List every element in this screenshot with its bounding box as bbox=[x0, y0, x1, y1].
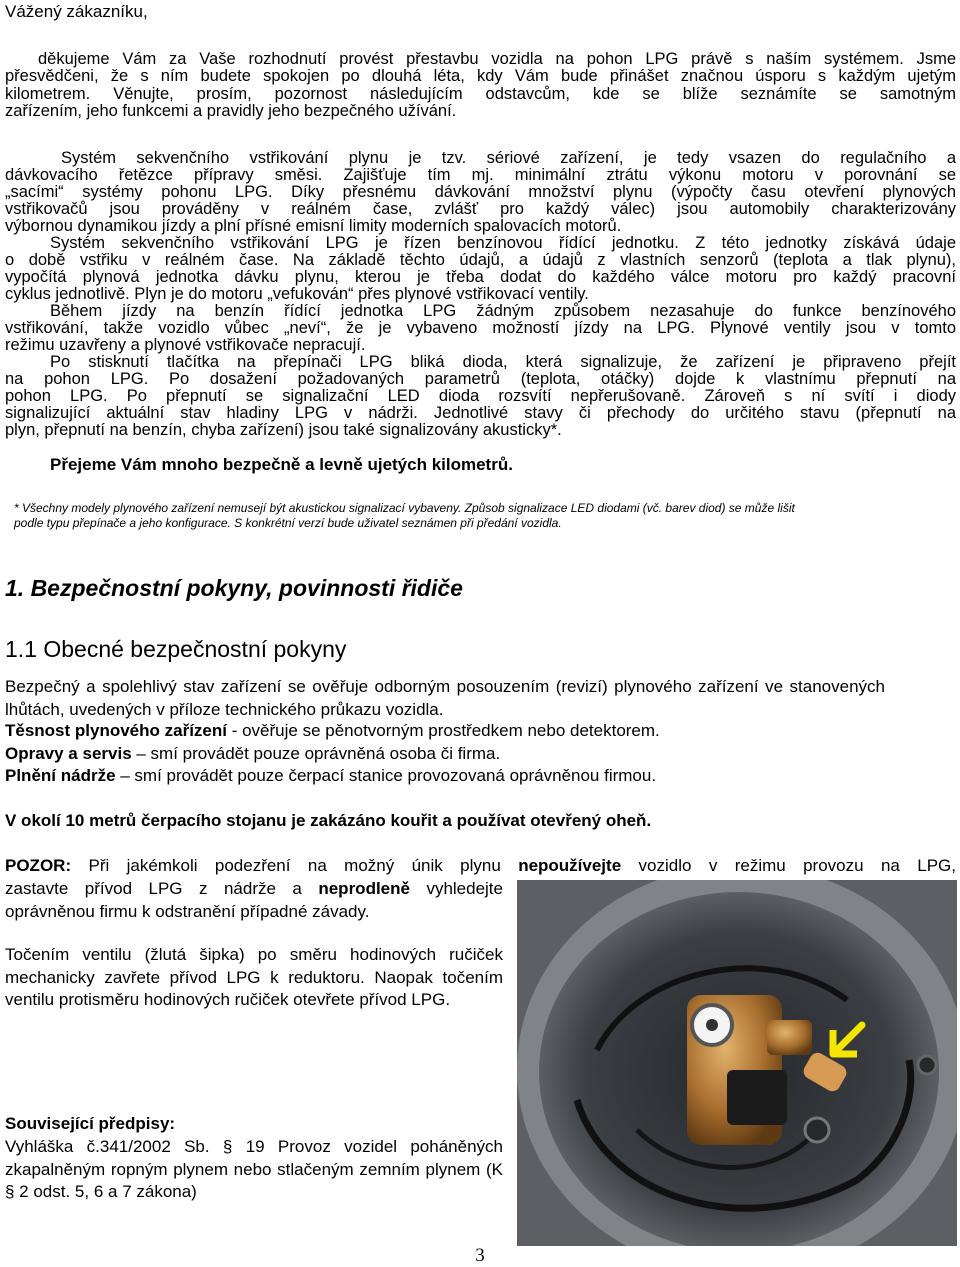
system-line: režimu uzavřeny a plynové vstřikovače nepracují. bbox=[5, 336, 366, 354]
warning-text: vyhledejte bbox=[409, 879, 503, 898]
warning-bold: neprodleně bbox=[318, 879, 410, 898]
warning-line bbox=[5, 878, 503, 901]
section-heading: 1. Bezpečnostní pokyny, povinnosti řidiče bbox=[5, 575, 463, 601]
intro-line: kilometrem. Věnujte, prosím, pozornost následujícím odstavcům, kde se blíže seznámíte se samotným bbox=[5, 85, 956, 103]
filling-line bbox=[5, 765, 656, 788]
system-line: dávkovacího řetězce přípravy směsi. Zajišťuje tím mj. minimální ztrátu výkonu motoru v porovnání se bbox=[5, 166, 956, 184]
warning-label: POZOR: bbox=[5, 856, 72, 875]
smoking-warning: V okolí 10 metrů čerpacího stojanu je zakázáno kouřit a používat otevřený oheň. bbox=[5, 811, 652, 830]
repairs-label: Opravy a servis bbox=[5, 744, 132, 763]
wish-text: Přejeme Vám mnoho bezpečně a levně ujetých kilometrů. bbox=[50, 455, 513, 474]
regulations-text: Vyhláška č.341/2002 Sb. § 19 Provoz vozidel poháněných zkapalněným ropným plynem nebo stlačeným zemním plynem (K § 2 odst. 5, 6 a 7 zákona) bbox=[5, 1137, 503, 1201]
footnote-line: podle typu přepínače a jeho konfigurace. S konkrétní verzí bude uživatel seznámen při předání vozidla. bbox=[14, 516, 562, 530]
footnote-line: * Všechny modely plynového zařízení nemusejí být akustickou signalizací vybaveny. Způsob signalizace LED diodami (vč. barev diod) se může lišit bbox=[14, 501, 795, 515]
filling-text: – smí provádět pouze čerpací stanice provozovaná oprávněnou firmou. bbox=[115, 766, 657, 785]
system-line: na pohon LPG. Po dosažení požadovaných parametrů (teplota, otáčky) dojde k vlastnímu přepnutí na bbox=[5, 370, 956, 388]
lpg-valve-illustration bbox=[517, 880, 957, 1246]
lpg-valve-photo bbox=[517, 880, 957, 1246]
system-line: Po stisknutí tlačítka na přepínači LPG bliká dioda, která signalizuje, že zařízení je připraveno přejít bbox=[50, 353, 956, 371]
system-line: vstřikování, takže vozidlo vůbec „neví“, že je vybaveno možností jízdy na LPG. Plynové ventily jsou v tomto bbox=[5, 319, 956, 337]
greeting: Vážený zákazníku, bbox=[5, 2, 148, 21]
system-line: Systém sekvenčního vstřikování LPG je řízen benzínovou řídící jednotku. Z této jednotky získává údaje bbox=[50, 234, 956, 252]
system-line: „sacími“ systémy pohonu LPG. Díky přesnému dávkování množství plynu (výpočty času otevření plynových bbox=[5, 183, 956, 201]
warning-text: zastavte přívod LPG z nádrže a bbox=[5, 879, 319, 898]
safety-paragraph: Bezpečný a spolehlivý stav zařízení se ověřuje odborným posouzením (revizí) plynového zařízení ve stanovených lhůtách, uvedených v příloze technického průkazu vozidla. bbox=[5, 677, 885, 719]
system-line: signalizující aktuální stav hladiny LPG v nádrži. Jednotlivé stavy či přechody do určitého stavu (přepnutí na bbox=[5, 404, 956, 422]
valve-instructions: Točením ventilu (žlutá šipka) po směru hodinových ručiček mechanicky zavřete přívod LPG k reduktoru. Naopak točením ventilu protisměru hodinových ručiček otevřete přívod LPG. bbox=[5, 945, 503, 1009]
system-line: Během jízdy na benzín řídící jednotka LPG žádným způsobem nezasahuje do funkce benzínového bbox=[50, 302, 956, 320]
page-number: 3 bbox=[475, 1245, 485, 1266]
subsection-heading: 1.1 Obecné bezpečnostní pokyny bbox=[5, 636, 347, 662]
warning-line: oprávněnou firmu k odstranění případné závady. bbox=[5, 902, 370, 921]
intro-line: přesvědčeni, že s ním budete spokojen po dlouhá léta, kdy Vám bude přinášet značnou úsporu s každým ujetým bbox=[5, 67, 956, 85]
warning-line bbox=[5, 855, 956, 878]
system-line: o době vstřiku v reálném čase. Na základě těchto údajů, a údajů z vlastních senzorů (teplota a tlak plynu), bbox=[5, 251, 956, 269]
warning-text: vozidlo v režimu provozu na LPG, bbox=[621, 856, 956, 875]
system-line: výbornou dynamikou jízdy a plní přísné emisní limity moderních spalovacích motorů. bbox=[5, 217, 622, 235]
system-line: vypočítá plynová jednotka dávku plynu, kterou je třeba dodat do každého válce motoru pro každý pracovní bbox=[5, 268, 956, 286]
filling-label: Plnění nádrže bbox=[5, 766, 116, 785]
system-line: vstřikovačů jsou prováděny v reálném čase, zvlášť pro každý válec) jsou automobily charakterizovány bbox=[5, 200, 956, 218]
repairs-text: – smí provádět pouze oprávněná osoba či firma. bbox=[131, 744, 501, 763]
tightness-label: Těsnost plynového zařízení bbox=[5, 721, 227, 740]
regulations-title: Související předpisy: bbox=[5, 1114, 176, 1133]
warning-bold: nepoužívejte bbox=[518, 856, 622, 875]
system-line: plyn, přepnutí na benzín, chyba zařízení) jsou také signalizovány akusticky*. bbox=[5, 421, 562, 439]
intro-line: děkujeme Vám za Vaše rozhodnutí provést přestavbu vozidla na pohon LPG právě s naším systémem. Jsme bbox=[38, 50, 956, 68]
system-line: pohon LPG. Po přepnutí se signalizační LED dioda rozsvítí nepřerušovaně. Zároveň s ní svítí i diody bbox=[5, 387, 956, 405]
system-line: Systém sekvenčního vstřikování plynu je tzv. sériové zařízení, je tedy vsazen do regulačního a bbox=[61, 149, 956, 167]
tightness-line bbox=[5, 720, 660, 743]
intro-line: zařízením, jeho funkcemi a pravidly jeho bezpečného užívání. bbox=[5, 102, 457, 120]
tightness-text: - ověřuje se pěnotvorným prostředkem nebo detektorem. bbox=[227, 721, 660, 740]
system-line: cyklus jednotlivě. Plyn je do motoru „vefukován“ přes plynové vstřikovací ventily. bbox=[5, 285, 589, 303]
repairs-line bbox=[5, 743, 500, 766]
warning-text: Při jakémkoli podezření na možný únik plynu bbox=[71, 856, 519, 875]
